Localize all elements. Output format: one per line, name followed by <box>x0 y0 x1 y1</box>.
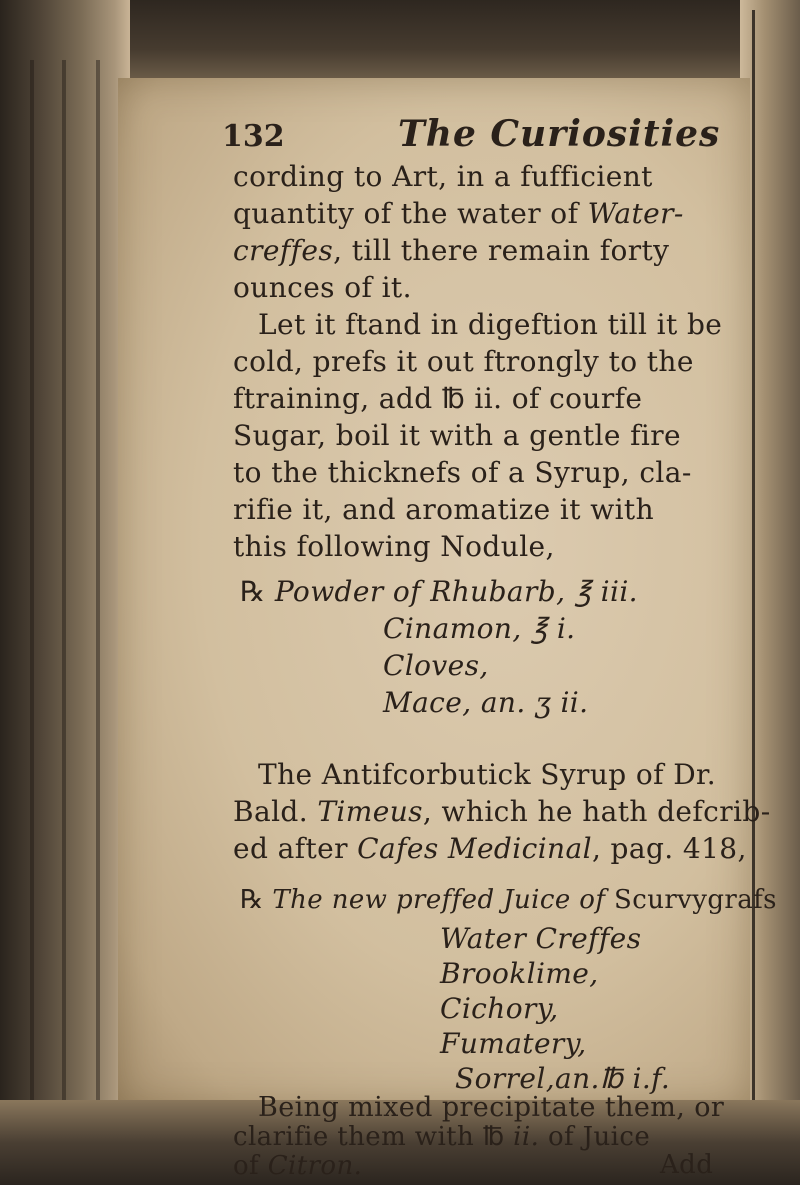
running-head: The Curiosities <box>398 113 721 155</box>
binding-crease <box>62 60 66 1130</box>
text-line: ounces of it. <box>233 271 412 304</box>
text-line: cording to Art, in a fufficient <box>233 160 653 193</box>
page-edge-rule <box>752 10 755 1175</box>
recipe-line: Brooklime, <box>440 957 599 990</box>
recipe-line: Mace, an. ʒ ii. <box>383 686 589 719</box>
recipe-symbol: ℞ <box>240 575 266 608</box>
recipe-line: Cichory, <box>440 992 559 1025</box>
text-line: Sugar, boil it with a gentle fire <box>233 419 682 452</box>
catchword: Add <box>660 1150 714 1180</box>
text-line: creffes, till there remain forty <box>233 234 670 267</box>
text-line: of Citron. <box>233 1151 363 1181</box>
binding-crease <box>30 60 34 1130</box>
binding-crease <box>96 60 100 1130</box>
text-line: Being mixed precipitate them, or <box>258 1092 725 1123</box>
text-line: this following Nodule, <box>233 530 555 563</box>
recipe-line: Cloves, <box>383 649 489 682</box>
text-line: The Antifcorbutick Syrup of Dr. <box>258 758 717 791</box>
recipe-line: Sorrel,an.℔ i.f. <box>455 1062 671 1095</box>
book-binding-left <box>0 0 130 1185</box>
text-line: cold, prefs it out ftrongly to the <box>233 345 694 378</box>
recipe-line: ℞ The new preffed Juice of Scurvygrafs <box>240 885 777 915</box>
text-line: to the thicknefs of a Syrup, cla- <box>233 456 692 489</box>
text-line: ed after Cafes Medicinal, pag. 418, <box>233 832 747 865</box>
text-line: Bald. Timeus, which he hath defcrib- <box>233 795 771 828</box>
recipe-line: Cinamon, ℥ i. <box>383 612 576 645</box>
recipe-line: Fumatery, <box>440 1027 587 1060</box>
text-line: rifie it, and aromatize it with <box>233 493 655 526</box>
text-line: quantity of the water of Water- <box>233 197 684 230</box>
text-line: clarifie them with ℔ ii. of Juice <box>233 1122 651 1152</box>
recipe-line: ℞ Powder of Rhubarb, ℥ iii. <box>240 575 638 608</box>
text-line: Let it ftand in digeftion till it be <box>258 308 723 341</box>
recipe-line: Water Creffes <box>440 922 642 955</box>
recipe-symbol: ℞ <box>240 885 264 915</box>
page-number: 132 <box>222 119 285 154</box>
text-line: ftraining, add ℔ ii. of courfe <box>233 382 643 415</box>
